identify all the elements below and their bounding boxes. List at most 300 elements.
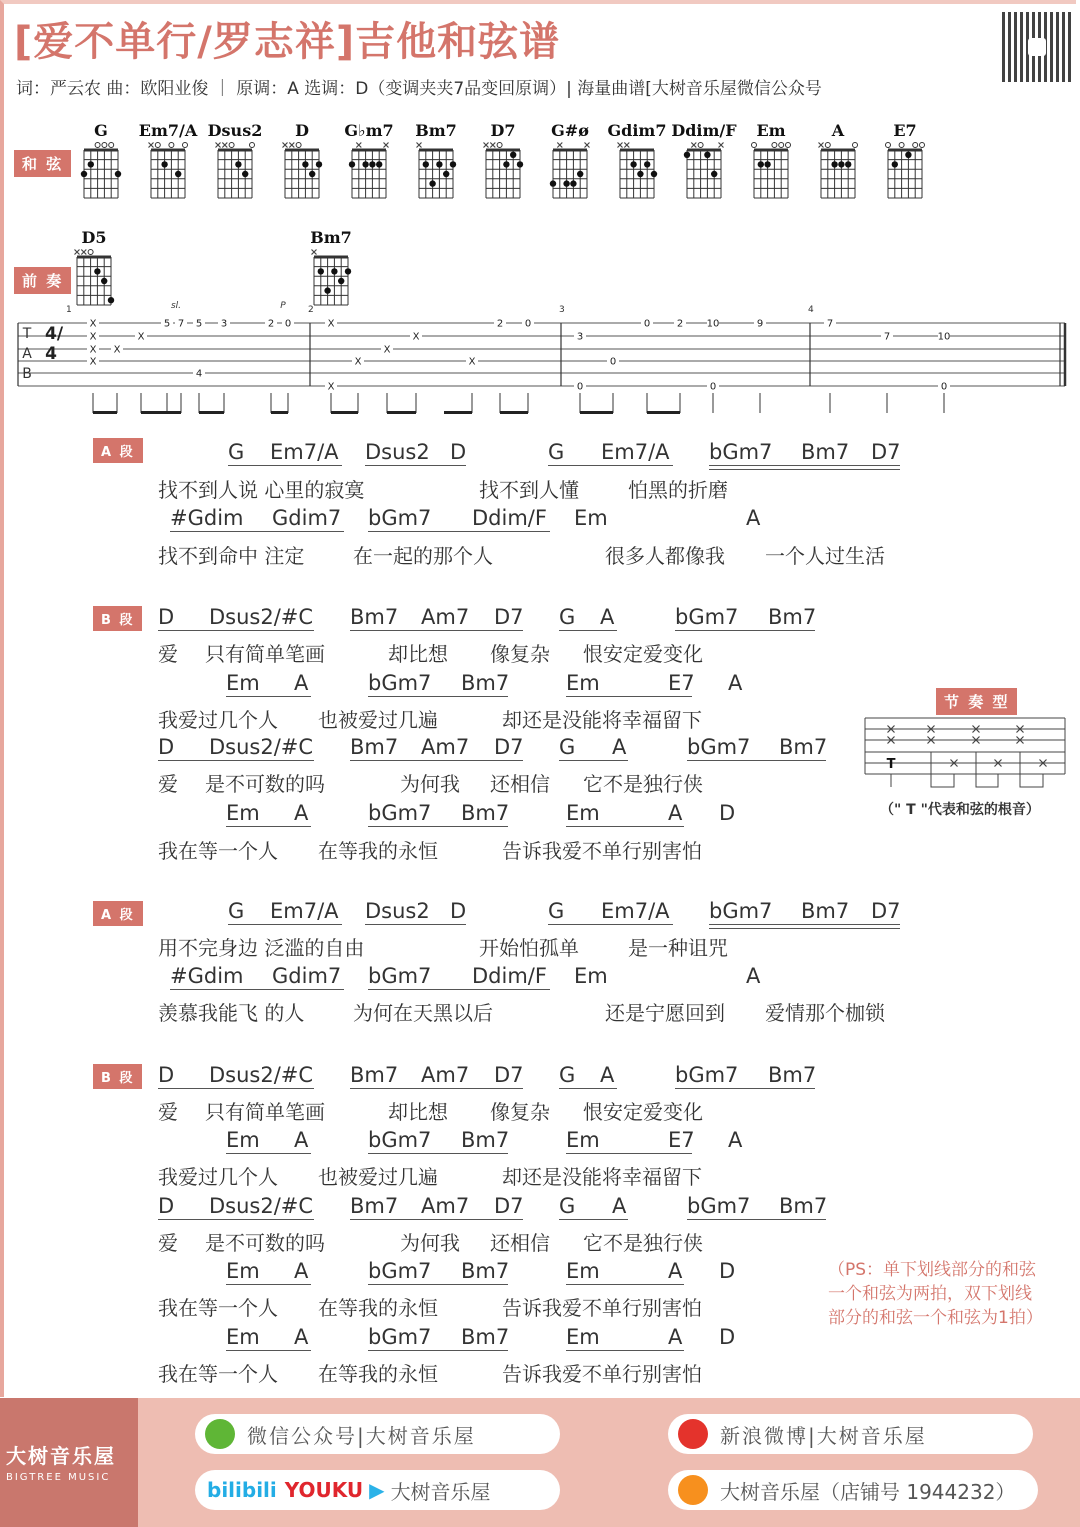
open-mark bbox=[109, 143, 114, 148]
mute-mark bbox=[624, 143, 629, 148]
finger-dot bbox=[436, 161, 442, 167]
chord-label: Em bbox=[226, 1259, 260, 1283]
chord-label: D bbox=[158, 1063, 175, 1087]
finger-dot bbox=[318, 268, 324, 274]
chord-diagram bbox=[750, 140, 794, 202]
single-underline bbox=[350, 1219, 523, 1220]
single-underline bbox=[365, 924, 466, 925]
chord-label: G bbox=[228, 440, 245, 464]
lyric-text: 爱 bbox=[158, 772, 178, 796]
chord-label: Bm7 bbox=[350, 1063, 399, 1087]
single-underline bbox=[350, 760, 523, 761]
tab-note: 10 bbox=[706, 318, 720, 330]
double-underline bbox=[709, 465, 900, 470]
single-underline bbox=[548, 465, 673, 466]
single-underline bbox=[559, 760, 628, 761]
lyric-text: 我爱过几个人 bbox=[158, 708, 278, 732]
chord-label: G bbox=[548, 440, 565, 464]
lyric-text: 在等我的永恒 bbox=[318, 1296, 438, 1320]
tab-note: 9 bbox=[756, 318, 764, 330]
double-underline bbox=[709, 924, 900, 929]
chord-label: Am7 bbox=[421, 605, 470, 629]
ps-note bbox=[828, 1258, 1043, 1330]
finger-dot bbox=[577, 171, 583, 177]
lyric-text: 用不完身边 泛滥的自由 bbox=[158, 936, 365, 960]
chord-diagram bbox=[415, 140, 459, 202]
finger-dot bbox=[376, 161, 382, 167]
mute-mark bbox=[81, 250, 86, 255]
single-underline bbox=[226, 826, 311, 827]
tab-note: 10 bbox=[937, 331, 951, 343]
chord-label: Bm7 bbox=[768, 605, 817, 629]
open-mark bbox=[913, 143, 918, 148]
tab-note: 0 bbox=[709, 381, 717, 393]
chord-name: Em bbox=[756, 121, 786, 140]
tab-note: X bbox=[468, 356, 476, 368]
note-beam bbox=[141, 411, 181, 414]
note-beam bbox=[500, 411, 528, 414]
finger-dot bbox=[88, 161, 94, 167]
chord-label: Bm7 bbox=[801, 899, 850, 923]
section-badge: A 段 bbox=[93, 438, 143, 463]
finger-dot bbox=[651, 171, 657, 177]
measure-number: 3 bbox=[559, 305, 565, 315]
tab-note: X bbox=[137, 331, 145, 343]
chord-diagram bbox=[549, 140, 593, 202]
open-mark bbox=[779, 143, 784, 148]
chord-label: E7 bbox=[668, 671, 695, 695]
chord-label: bGm7 bbox=[368, 671, 432, 695]
tab-clef: TAB bbox=[22, 326, 32, 382]
chord-label: bGm7 bbox=[709, 899, 773, 923]
single-underline bbox=[566, 1350, 684, 1351]
chord-label: Em bbox=[226, 1128, 260, 1152]
chord-label: Am7 bbox=[421, 735, 470, 759]
brand-name: 大树音乐屋 bbox=[6, 1444, 116, 1468]
lyric-text: 却比想 bbox=[388, 1100, 448, 1124]
chord-label: G bbox=[228, 899, 245, 923]
chord-label: G bbox=[559, 1063, 576, 1087]
chord-label: D bbox=[719, 1325, 736, 1349]
chord-label: Dsus2/#C bbox=[209, 735, 314, 759]
rhythm-note: （" T "代表和弦的根音） bbox=[880, 802, 1040, 818]
finger-dot bbox=[161, 161, 167, 167]
lyric-text: 为何在天黑以后 bbox=[353, 1001, 493, 1025]
rhythm-badge: 节 奏 型 bbox=[936, 688, 1017, 715]
measure-number: 4 bbox=[808, 305, 814, 315]
chord-label: A bbox=[668, 801, 683, 825]
chord-label: E7 bbox=[668, 1128, 695, 1152]
chord-label: Bm7 bbox=[461, 801, 510, 825]
qr-code-icon[interactable] bbox=[1000, 10, 1074, 84]
single-underline bbox=[368, 1350, 508, 1351]
lyric-text: 是不可数的吗 bbox=[205, 772, 325, 796]
chord-label: Bm7 bbox=[350, 605, 399, 629]
open-mark bbox=[920, 143, 925, 148]
chord-label: Dsus2 bbox=[365, 899, 430, 923]
finger-dot bbox=[94, 268, 100, 274]
note-beam bbox=[647, 411, 680, 414]
taobao-link[interactable] bbox=[668, 1470, 1038, 1510]
chord-label: D7 bbox=[494, 1194, 524, 1218]
chord-label: bGm7 bbox=[368, 1325, 432, 1349]
chord-name: Gdim7 bbox=[607, 121, 667, 140]
mute-mark bbox=[283, 143, 288, 148]
single-underline bbox=[566, 826, 684, 827]
chord-label: A bbox=[728, 671, 743, 695]
single-underline bbox=[675, 630, 815, 631]
chord-label: Am7 bbox=[421, 1063, 470, 1087]
finger-dot bbox=[758, 161, 764, 167]
single-underline bbox=[566, 1153, 692, 1154]
mute-mark bbox=[384, 143, 389, 148]
mute-mark bbox=[149, 143, 154, 148]
chord-label: Bm7 bbox=[461, 1259, 510, 1283]
chord-label: G bbox=[559, 605, 576, 629]
lyric-text: 爱 bbox=[158, 1231, 178, 1255]
tab-note: 0 bbox=[940, 381, 948, 393]
open-mark bbox=[88, 250, 93, 255]
chord-label: Dsus2/#C bbox=[209, 1063, 314, 1087]
chord-name: G#ø bbox=[551, 121, 589, 140]
finger-dot bbox=[892, 161, 898, 167]
finger-dot bbox=[345, 268, 351, 274]
chord-label: Em7/A bbox=[270, 440, 339, 464]
chord-name: E7 bbox=[893, 121, 917, 140]
chord-name: G bbox=[94, 121, 108, 140]
section-badge: B 段 bbox=[93, 1064, 142, 1089]
ps-line: （PS：单下划线部分的和弦 bbox=[828, 1260, 1037, 1280]
chord-label: bGm7 bbox=[675, 605, 739, 629]
taobao-icon bbox=[678, 1475, 708, 1505]
tab-note: 2 bbox=[496, 318, 504, 330]
lyric-text: 告诉我爱不单行别害怕 bbox=[502, 1362, 702, 1386]
chord-label: bGm7 bbox=[368, 1128, 432, 1152]
finger-dot bbox=[550, 180, 556, 186]
finger-dot bbox=[570, 180, 576, 186]
weibo-label: 新浪微博|大树音乐屋 bbox=[720, 1423, 927, 1448]
weibo-icon bbox=[678, 1419, 708, 1449]
note-beam bbox=[199, 411, 224, 414]
single-underline bbox=[559, 630, 617, 631]
open-mark bbox=[825, 143, 830, 148]
chords-badge: 和 弦 bbox=[14, 150, 71, 177]
note-beam bbox=[580, 411, 613, 414]
chord-label: #Gdim bbox=[170, 506, 244, 530]
finger-dot bbox=[331, 268, 337, 274]
single-underline bbox=[548, 924, 673, 925]
lyric-text: 我在等一个人 bbox=[158, 839, 278, 863]
lyric-text: 恨安定爱变化 bbox=[583, 1100, 703, 1124]
chord-label: Ddim/F bbox=[472, 964, 547, 988]
open-mark bbox=[183, 143, 188, 148]
chord-diagram bbox=[616, 140, 660, 202]
single-underline bbox=[350, 1088, 523, 1089]
chord-label: A bbox=[668, 1325, 683, 1349]
single-underline bbox=[158, 1219, 314, 1220]
chord-label: A bbox=[728, 1128, 743, 1152]
open-mark bbox=[752, 143, 757, 148]
chord-name: D7 bbox=[490, 121, 516, 140]
chord-label: A bbox=[612, 735, 627, 759]
lyric-text: 怕黑的折磨 bbox=[628, 478, 728, 502]
chord-label: Em bbox=[574, 964, 608, 988]
chord-label: A bbox=[294, 1259, 309, 1283]
finger-dot bbox=[309, 171, 315, 177]
lyric-text: 找不到命中 注定 bbox=[158, 544, 305, 568]
mute-mark bbox=[75, 250, 80, 255]
single-underline bbox=[158, 1088, 314, 1089]
chord-label: D7 bbox=[494, 735, 524, 759]
wechat-icon bbox=[205, 1419, 235, 1449]
lyric-text: 却还是没能将幸福留下 bbox=[502, 708, 702, 732]
rhythm-pattern bbox=[860, 712, 1070, 797]
single-underline bbox=[170, 531, 344, 532]
song-meta: 词：严云农 曲：欧阳业俊 ｜ 原调：A 选调：D（变调夹夹7品变回原调）| 海量曲谱[大树音乐屋微信公众号 bbox=[16, 79, 822, 99]
lyric-text: 也被爱过几遍 bbox=[318, 708, 438, 732]
rhythm-beam bbox=[1020, 752, 1043, 787]
open-mark bbox=[102, 143, 107, 148]
chord-label: D7 bbox=[494, 605, 524, 629]
lyric-text: 爱情那个枷锁 bbox=[765, 1001, 885, 1025]
chord-diagram bbox=[281, 140, 325, 202]
lyric-text: 它不是独行侠 bbox=[583, 772, 703, 796]
ps-line: 部分的和弦一个和弦为1拍） bbox=[828, 1308, 1043, 1328]
single-underline bbox=[675, 1088, 815, 1089]
mute-mark bbox=[216, 143, 221, 148]
finger-dot bbox=[644, 161, 650, 167]
chord-name: A bbox=[831, 121, 845, 140]
chord-diagram bbox=[683, 140, 727, 202]
finger-dot bbox=[517, 161, 523, 167]
chord-name: Dsus2 bbox=[207, 121, 263, 140]
chord-label: Em7/A bbox=[601, 440, 670, 464]
lyric-text: 是不可数的吗 bbox=[205, 1231, 325, 1255]
open-mark bbox=[296, 143, 301, 148]
chord-label: Em bbox=[226, 801, 260, 825]
chord-diagram bbox=[214, 140, 258, 202]
finger-dot bbox=[831, 161, 837, 167]
tab-note: 4 bbox=[195, 368, 203, 380]
chord-label: Gdim7 bbox=[272, 964, 342, 988]
chord-label: A bbox=[294, 1325, 309, 1349]
chord-label: D bbox=[158, 735, 175, 759]
intro-badge: 前 奏 bbox=[14, 267, 71, 294]
section-badge: B 段 bbox=[93, 606, 142, 631]
tab-note: 0 bbox=[524, 318, 532, 330]
finger-dot bbox=[905, 152, 911, 158]
chord-name: Bm7 bbox=[415, 121, 457, 140]
chord-label: G bbox=[559, 1194, 576, 1218]
chord-label: Bm7 bbox=[801, 440, 850, 464]
wechat-label: 微信公众号|大树音乐屋 bbox=[247, 1423, 476, 1448]
finger-dot bbox=[450, 161, 456, 167]
lyric-text: 在等我的永恒 bbox=[318, 1362, 438, 1386]
chord-diagram bbox=[348, 140, 392, 202]
mute-mark bbox=[289, 143, 294, 148]
lyric-text: 却比想 bbox=[388, 642, 448, 666]
open-mark bbox=[95, 143, 100, 148]
lyric-text: 只有简单笔画 bbox=[205, 642, 325, 666]
time-signature: 4/4 bbox=[45, 324, 64, 364]
note-beam bbox=[93, 411, 117, 414]
finger-dot bbox=[503, 161, 509, 167]
lyric-text: 爱 bbox=[158, 1100, 178, 1124]
lyric-text: 很多人都像我 bbox=[605, 544, 725, 568]
lyric-text: 为何我 bbox=[400, 1231, 460, 1255]
tab-note: X bbox=[412, 331, 420, 343]
lyric-text: 还相信 bbox=[490, 1231, 550, 1255]
chord-label: D bbox=[158, 605, 175, 629]
chord-label: Em bbox=[566, 801, 600, 825]
chord-label: Bm7 bbox=[461, 1325, 510, 1349]
chord-diagram bbox=[80, 140, 124, 202]
single-underline bbox=[365, 465, 466, 466]
chord-label: A bbox=[600, 605, 615, 629]
chord-label: G bbox=[548, 899, 565, 923]
finger-dot bbox=[338, 278, 344, 284]
chord-label: Bm7 bbox=[779, 1194, 828, 1218]
single-underline bbox=[559, 1219, 628, 1220]
chord-label: A bbox=[668, 1259, 683, 1283]
finger-dot bbox=[630, 161, 636, 167]
finger-dot bbox=[81, 171, 87, 177]
finger-dot bbox=[302, 161, 308, 167]
chord-label: #Gdim bbox=[170, 964, 244, 988]
open-mark bbox=[786, 143, 791, 148]
bilibili-logo: bilibili bbox=[207, 1478, 277, 1502]
finger-dot bbox=[423, 161, 429, 167]
single-underline bbox=[368, 696, 508, 697]
chord-label: Em bbox=[566, 671, 600, 695]
chord-label: Em bbox=[226, 1325, 260, 1349]
finger-dot bbox=[845, 161, 851, 167]
chord-label: Ddim/F bbox=[472, 506, 547, 530]
chord-label: D bbox=[719, 1259, 736, 1283]
single-underline bbox=[368, 1284, 508, 1285]
wechat-link[interactable] bbox=[195, 1414, 560, 1454]
open-mark bbox=[886, 143, 891, 148]
chord-diagram bbox=[147, 140, 191, 202]
lyric-text: 找不到人懂 bbox=[479, 478, 579, 502]
tab-note: 7 bbox=[826, 318, 834, 330]
play-icon: ▶ bbox=[369, 1478, 385, 1502]
tab-note: 0 bbox=[643, 318, 651, 330]
single-underline bbox=[226, 1284, 311, 1285]
open-mark bbox=[497, 143, 502, 148]
tab-note: 7 bbox=[883, 331, 891, 343]
chord-label: Em7/A bbox=[601, 899, 670, 923]
single-underline bbox=[687, 760, 826, 761]
youku-logo: YOUKU bbox=[284, 1478, 364, 1502]
open-mark bbox=[899, 143, 904, 148]
measure-number: 2 bbox=[308, 305, 314, 315]
lyric-text: 找不到人说 心里的寂寞 bbox=[158, 478, 365, 502]
chord-name: D5 bbox=[81, 228, 107, 247]
chord-label: bGm7 bbox=[687, 1194, 751, 1218]
chord-label: A bbox=[294, 671, 309, 695]
tab-note: 3 bbox=[576, 331, 584, 343]
finger-dot bbox=[429, 180, 435, 186]
tab-note: 2 bbox=[267, 318, 275, 330]
chord-label: Em bbox=[566, 1259, 600, 1283]
mute-mark bbox=[719, 143, 724, 148]
open-mark bbox=[772, 143, 777, 148]
single-underline bbox=[566, 696, 692, 697]
finger-dot bbox=[362, 161, 368, 167]
footer-brand bbox=[0, 1398, 138, 1527]
single-underline bbox=[687, 1219, 826, 1220]
single-underline bbox=[368, 1153, 508, 1154]
chord-label: A bbox=[612, 1194, 627, 1218]
mute-mark bbox=[417, 143, 422, 148]
chord-label: Em bbox=[226, 671, 260, 695]
chord-label: Em7/A bbox=[270, 899, 339, 923]
chord-label: D bbox=[158, 1194, 175, 1218]
tab-note: 7 bbox=[177, 318, 185, 330]
tab-note: X bbox=[327, 381, 335, 393]
ps-line: 一个和弦为两拍，双下划线 bbox=[828, 1284, 1032, 1304]
chord-diagram bbox=[482, 140, 526, 202]
chord-label: G bbox=[559, 735, 576, 759]
lyric-text: 告诉我爱不单行别害怕 bbox=[502, 839, 702, 863]
note-beam bbox=[387, 411, 416, 414]
tab-note: X bbox=[89, 356, 97, 368]
finger-dot bbox=[684, 152, 690, 158]
single-underline bbox=[368, 826, 508, 827]
finger-dot bbox=[443, 171, 449, 177]
chord-label: D bbox=[719, 801, 736, 825]
lyric-text: 像复杂 bbox=[490, 1100, 550, 1124]
single-underline bbox=[228, 924, 342, 925]
chord-label: Bm7 bbox=[779, 735, 828, 759]
mute-mark bbox=[484, 143, 489, 148]
chord-diagram bbox=[884, 140, 928, 202]
chord-name: Em7/A bbox=[138, 121, 198, 140]
single-underline bbox=[368, 531, 550, 532]
chord-label: D7 bbox=[871, 899, 901, 923]
mute-mark bbox=[312, 250, 317, 255]
lyric-text: 在等我的永恒 bbox=[318, 839, 438, 863]
lyric-text: 恨安定爱变化 bbox=[583, 642, 703, 666]
chord-label: bGm7 bbox=[368, 1259, 432, 1283]
chord-label: Gdim7 bbox=[272, 506, 342, 530]
tab-note: 5 bbox=[163, 318, 171, 330]
mute-mark bbox=[222, 143, 227, 148]
chord-label: D bbox=[450, 899, 467, 923]
finger-dot bbox=[101, 278, 107, 284]
finger-dot bbox=[349, 161, 355, 167]
technique-label: sl. bbox=[170, 301, 182, 311]
finger-dot bbox=[175, 171, 181, 177]
lyric-text: 我在等一个人 bbox=[158, 1296, 278, 1320]
chord-label: Bm7 bbox=[461, 1128, 510, 1152]
chord-label: Bm7 bbox=[350, 1194, 399, 1218]
note-beam bbox=[331, 411, 358, 414]
tab-note: X bbox=[383, 344, 391, 356]
lyric-text: 在一起的那个人 bbox=[353, 544, 493, 568]
chord-name: Bm7 bbox=[310, 228, 352, 247]
mute-mark bbox=[557, 143, 562, 148]
chord-label: bGm7 bbox=[687, 735, 751, 759]
lyric-text: 告诉我爱不单行别害怕 bbox=[502, 1296, 702, 1320]
chord-label: Em bbox=[574, 506, 608, 530]
weibo-link[interactable] bbox=[668, 1414, 1033, 1454]
finger-dot bbox=[838, 161, 844, 167]
video-link[interactable] bbox=[195, 1470, 560, 1510]
chord-label: D7 bbox=[494, 1063, 524, 1087]
finger-dot bbox=[242, 171, 248, 177]
